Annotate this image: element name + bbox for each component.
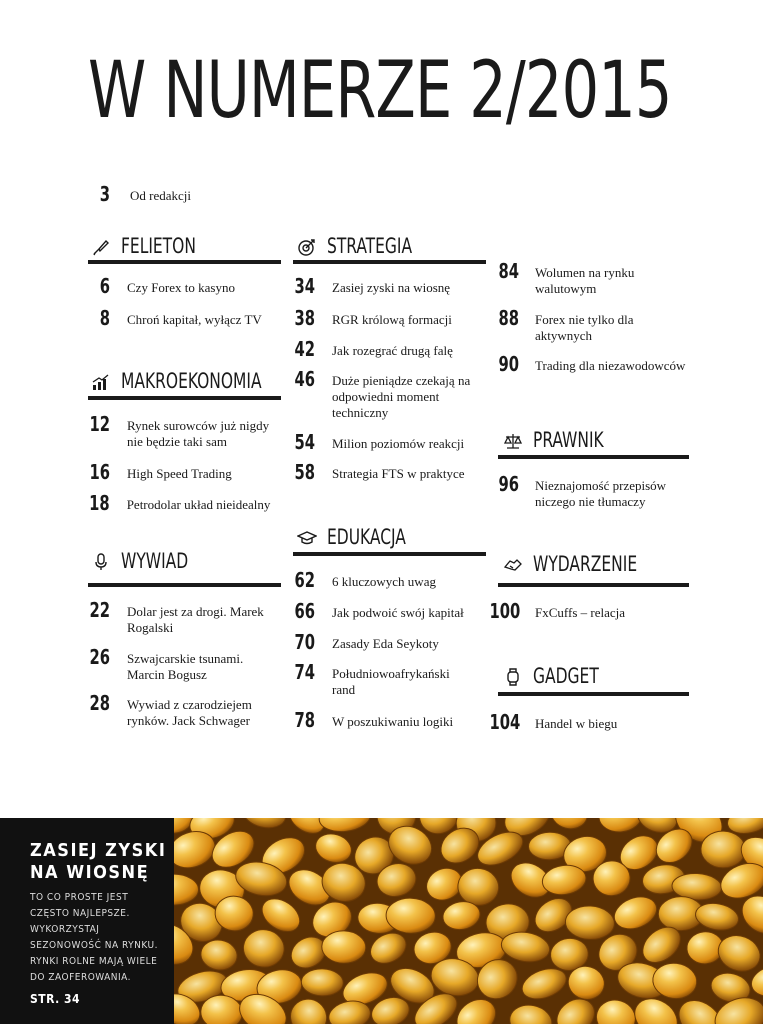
section-header-gadget	[503, 661, 613, 687]
graduation-cap-icon	[297, 528, 317, 548]
bar-chart-icon	[91, 372, 111, 392]
scales-icon	[503, 431, 523, 451]
section-divider	[88, 583, 281, 587]
section-divider	[88, 396, 281, 400]
entry-title: High Speed Trading	[127, 466, 232, 481]
page-number: 42	[294, 337, 315, 361]
pen-nib-icon	[91, 237, 111, 257]
entry-title: Nieznajomość przepisów niczego nie tłumaczy	[535, 478, 667, 509]
entry-title: RGR królową formacji	[332, 312, 452, 327]
section-header-strategia	[297, 231, 431, 257]
promo-panel	[0, 818, 174, 1024]
target-icon	[297, 237, 317, 257]
entry-title: Południowoafrykański rand	[332, 666, 450, 697]
page-number: 70	[294, 630, 315, 654]
entry-title: Zasiej zyski na wiosnę	[332, 280, 451, 295]
entry-title: Czy Forex to kasyno	[127, 280, 235, 295]
handshake-icon	[503, 555, 523, 575]
toc-entry[interactable]	[285, 276, 485, 296]
page-number: 96	[498, 472, 519, 496]
page-number: 104	[489, 710, 521, 734]
toc-entry[interactable]	[489, 261, 699, 297]
page-number: 62	[294, 568, 315, 592]
page-number: 8	[99, 306, 110, 330]
page-number: 54	[294, 430, 315, 454]
section-title: WYWIAD	[121, 549, 189, 573]
toc-entry-intro[interactable]	[80, 184, 300, 204]
section-header-felieton	[91, 231, 212, 257]
section-title: STRATEGIA	[327, 234, 413, 258]
page-number: 28	[89, 691, 110, 715]
page-number: 78	[294, 708, 315, 732]
entry-title: 6 kluczowych uwag	[332, 574, 436, 589]
entry-title: Milion poziomów reakcji	[332, 436, 465, 451]
section-header-wywiad	[91, 546, 203, 572]
entry-title: Trading dla niezawodowców	[535, 358, 686, 373]
toc-entry[interactable]	[285, 462, 485, 482]
section-header-prawnik	[503, 425, 619, 451]
section-header-makroekonomia	[91, 366, 292, 392]
entry-title: Duże pieniądze czekają na odpowiedni moment techniczny	[332, 373, 471, 420]
toc-entry[interactable]	[285, 632, 485, 652]
section-divider	[498, 455, 689, 459]
entry-title: Szwajcarskie tsunami. Marcin Bogusz	[127, 651, 244, 682]
toc-entry[interactable]	[489, 308, 699, 344]
page-number: 88	[498, 306, 519, 330]
toc-entry[interactable]	[285, 662, 485, 698]
toc-entry[interactable]	[483, 601, 693, 621]
toc-entry[interactable]	[80, 414, 290, 450]
toc-entry[interactable]	[80, 276, 290, 296]
toc-entry[interactable]	[285, 570, 485, 590]
toc-entry[interactable]	[80, 462, 290, 482]
toc-entry[interactable]	[285, 339, 485, 359]
toc-entry[interactable]	[285, 432, 485, 452]
page-number: 26	[89, 645, 110, 669]
entry-title: Od redakcji	[130, 188, 192, 203]
entry-title: Wywiad z czarodziejem rynków. Jack Schwager	[127, 697, 252, 728]
toc-entry[interactable]	[80, 493, 290, 513]
page-number: 12	[89, 412, 110, 436]
entry-title: Rynek surowców już nigdy nie będzie taki sam	[127, 418, 270, 449]
page-number: 74	[294, 660, 315, 684]
page-number: 66	[294, 599, 315, 623]
entry-title: Zasady Eda Seykoty	[332, 636, 439, 651]
promo-banner[interactable]	[0, 818, 763, 1024]
entry-title: Forex nie tylko dla aktywnych	[535, 312, 634, 343]
page-number: 22	[89, 598, 110, 622]
section-divider	[498, 692, 689, 696]
section-title: MAKROEKONOMIA	[121, 369, 262, 393]
promo-text: TO CO PROSTE JEST CZĘSTO NAJLEPSZE. WYKORZYSTAJ SEZONOWOŚĆ NA RYNKU. RYNKI ROLNE MAJĄ WIELE DO ZAOFEROWANIA.	[30, 892, 158, 983]
entry-title: Chroń kapitał, wyłącz TV	[127, 312, 262, 327]
section-title: GADGET	[533, 664, 599, 688]
toc-entry[interactable]	[489, 474, 699, 510]
entry-title: Jak podwoić swój kapitał	[332, 605, 464, 620]
section-header-wydarzenie	[503, 549, 660, 575]
section-title: FELIETON	[121, 234, 196, 258]
section-title: EDUKACJA	[327, 525, 406, 549]
page-title: W NUMERZE 2/2015	[88, 46, 672, 136]
page-number: 16	[89, 460, 110, 484]
entry-title: Dolar jest za drogi. Marek Rogalski	[127, 604, 264, 635]
section-divider	[293, 552, 486, 556]
section-title: WYDARZENIE	[533, 552, 638, 576]
toc-entry[interactable]	[80, 693, 290, 729]
toc-entry[interactable]	[80, 308, 290, 328]
page-number: 38	[294, 306, 315, 330]
corn-kernels-image	[174, 818, 763, 1024]
corn-photo	[174, 818, 763, 1024]
smartwatch-icon	[503, 667, 523, 687]
entry-title: Jak rozegrać drugą falę	[332, 343, 453, 358]
entry-title: FxCuffs – relacja	[535, 605, 626, 620]
entry-title: Wolumen na rynku walutowym	[535, 265, 635, 296]
toc-entry[interactable]	[80, 600, 290, 636]
entry-title: Petrodolar układ nieidealny	[126, 497, 271, 512]
toc-entry[interactable]	[489, 354, 699, 374]
page-number: 58	[294, 460, 315, 484]
page-number: 18	[89, 491, 110, 515]
toc-entry[interactable]	[285, 369, 485, 421]
entry-title: Strategia FTS w praktyce	[332, 466, 465, 481]
toc-entry[interactable]	[80, 647, 290, 683]
page-number: 90	[498, 352, 519, 376]
page-number: 34	[294, 274, 315, 298]
page-number: 6	[99, 274, 110, 298]
promo-page-ref[interactable]: STR. 34	[30, 992, 81, 1006]
toc-entry[interactable]	[285, 710, 485, 730]
toc-entry[interactable]	[285, 308, 485, 328]
section-divider	[88, 260, 281, 264]
page-number: 3	[99, 182, 110, 206]
section-title: PRAWNIK	[533, 428, 604, 452]
toc-entry[interactable]	[483, 712, 693, 732]
entry-title: W poszukiwaniu logiki	[332, 714, 454, 729]
toc-entry[interactable]	[285, 601, 485, 621]
microphone-icon	[91, 552, 111, 572]
page-number: 100	[489, 599, 521, 623]
entry-title: Handel w biegu	[535, 716, 618, 731]
section-divider	[498, 583, 689, 587]
page-number: 46	[294, 367, 315, 391]
page-number: 84	[498, 259, 519, 283]
promo-title: ZASIEJ ZYSKI NA WIOSNĘ	[30, 840, 167, 883]
section-header-edukacja	[297, 522, 423, 548]
section-divider	[293, 260, 486, 264]
